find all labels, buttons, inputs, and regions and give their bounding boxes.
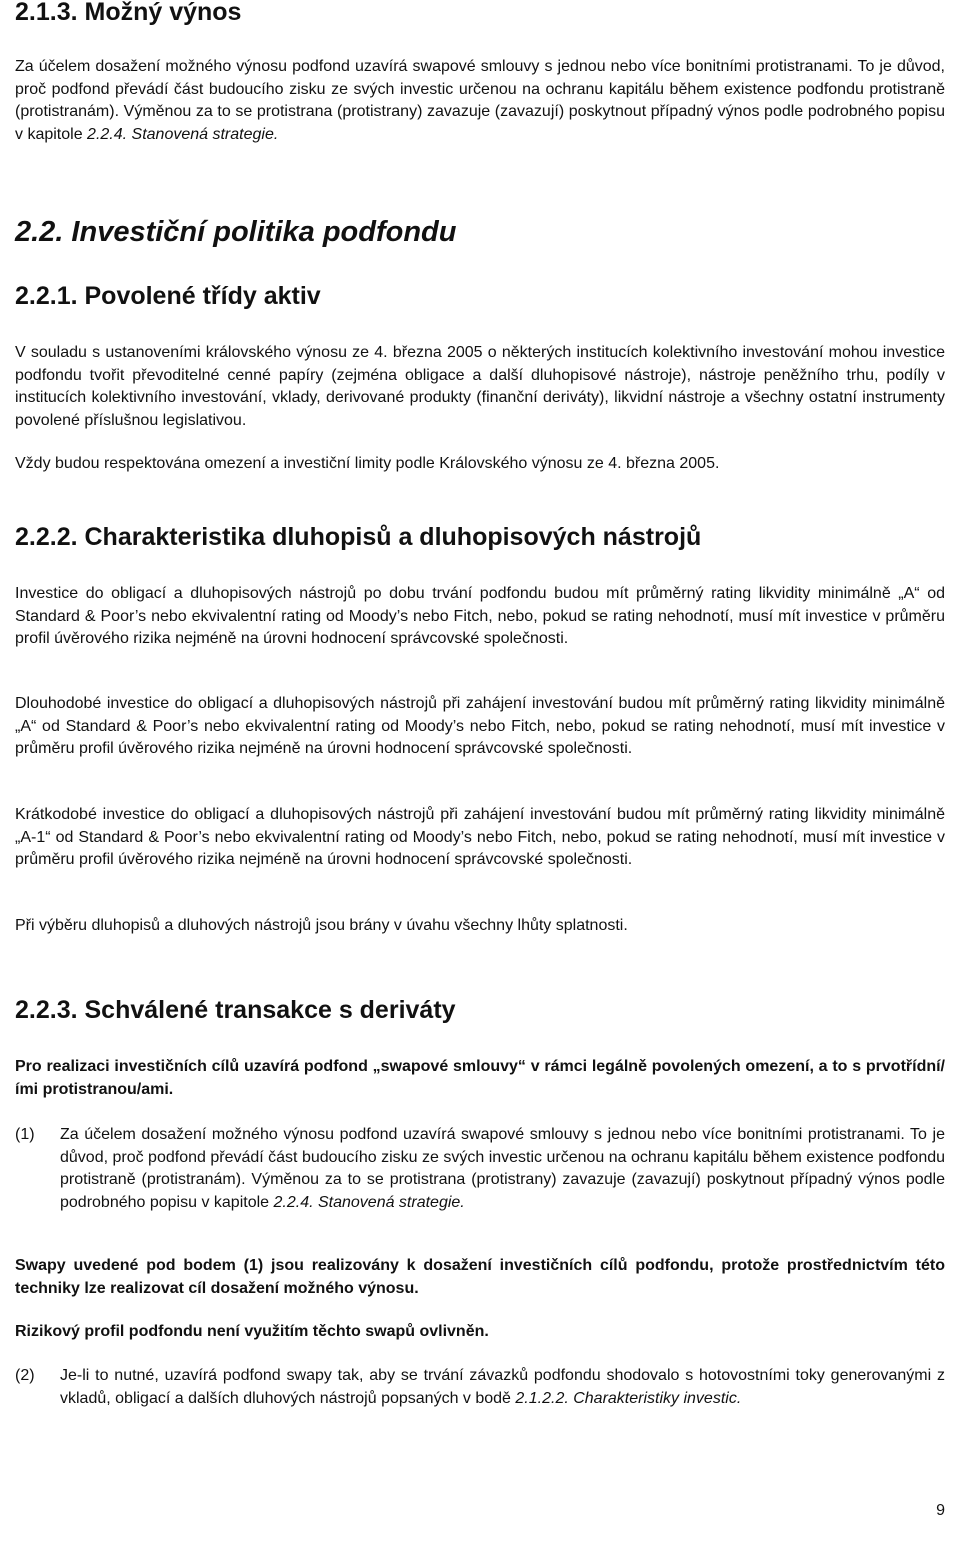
- paragraph-swaps-purpose: Swapy uvedené pod bodem (1) jsou realizovány k dosažení investičních cílů podfondu, protože prostřednictvím této techniky lze realizovat cíl dosažení možného výnosu.: [15, 1257, 945, 1297]
- list-number-1: (1): [15, 1126, 35, 1143]
- chapter-reference: 2.2.4. Stanovená strategie.: [273, 1193, 465, 1211]
- paragraph-mozny-vynos: [15, 56, 945, 146]
- paragraph-bond-rating: Investice do obligací a dluhopisových nástrojů po dobu trvání podfondu budou mít průměrný rating likvidity minimálně „A“ od Standard & Poor’s nebo ekvivalentní rating od Moody’s nebo Fitch, nebo, pokud se rating nehodnotí, musí mít investice v průměru profil úvěrového rizika nejméně na úrovni hodnocení správcovské společnosti.: [15, 585, 945, 647]
- heading-2-2-3: 2.2.3. Schválené transakce s deriváty: [15, 996, 456, 1024]
- paragraph-short-term: Krátkodobé investice do obligací a dluhopisových nástrojů při zahájení investování budou mít průměrný rating likvidity minimálně „A-1“ od Standard & Poor’s nebo ekvivalentní rating od Moody’s nebo Fitch, nebo, pokud se rating nehodnotí, musí mít investice v průměru profil úvěrového rizika nejméně na úrovni hodnocení správcovské společnosti.: [15, 806, 945, 868]
- heading-2-2-2: 2.2.2. Charakteristika dluhopisů a dluhopisových nástrojů: [15, 523, 702, 551]
- page-number: 9: [936, 1502, 945, 1519]
- heading-2-2-1: 2.2.1. Povolené třídy aktiv: [15, 282, 321, 310]
- list-number-2: (2): [15, 1367, 35, 1384]
- paragraph-risk-profile: Rizikový profil podfondu není využitím těchto swapů ovlivněn.: [15, 1323, 489, 1340]
- chapter-reference: 2.1.2.2. Charakteristiky investic.: [515, 1389, 742, 1407]
- paragraph-maturities: Při výběru dluhopisů a dluhových nástrojů jsou brány v úvahu všechny lhůty splatnosti.: [15, 917, 628, 934]
- paragraph-limits: Vždy budou respektována omezení a investiční limity podle Královského výnosu ze 4. března 2005.: [15, 455, 720, 472]
- list-item-1: [60, 1124, 945, 1214]
- chapter-reference: 2.2.4. Stanovená strategie.: [87, 125, 279, 143]
- paragraph-asset-classes: V souladu s ustanoveními královského výnosu ze 4. března 2005 o některých institucích kolektivního investování mohou investice podfondu tvořit převoditelné cenné papíry (zejména obligace a další dluhopisové nástroje), nástroje peněžního trhu, podíly v institucích kolektivního investování, vklady, derivované produkty (finanční deriváty), likvidní nástroje a všechny ostatní instrumenty povolené příslušnou legislativou.: [15, 344, 945, 429]
- paragraph-text: Za účelem dosažení možného výnosu podfond uzavírá swapové smlouvy s jednou nebo více bonitními protistranami. To je důvod, proč podfond převádí část budoucího zisku ze svých investic určenou na ochranu kapitálu během existence podfondu protistraně (protistranám). Výměnou za to se protistrana (protistrany) zavazuje (zavazují) poskytnout případný výnos podle podrobného popisu v kapitole: [15, 58, 945, 143]
- paragraph-derivatives-intro: Pro realizaci investičních cílů uzavírá podfond „swapové smlouvy“ v rámci legálně povolených omezení, a to s prvotřídní/ími protistranou/ami.: [15, 1058, 945, 1098]
- paragraph-long-term: Dlouhodobé investice do obligací a dluhopisových nástrojů při zahájení investování budou mít průměrný rating likvidity minimálně „A“ od Standard & Poor’s nebo ekvivalentní rating od Moody’s nebo Fitch, nebo, pokud se rating nehodnotí, musí mít investice v průměru profil úvěrového rizika nejméně na úrovni hodnocení správcovské společnosti.: [15, 695, 945, 757]
- list-item-2-text: Je-li to nutné, uzavírá podfond swapy tak, aby se trvání závazků podfondu shodovalo s hotovostními toky generovanými z vkladů, obligací a dalších dluhových nástrojů popsaných v bodě: [60, 1367, 945, 1407]
- list-item-2: [60, 1365, 945, 1410]
- list-item-1-text: Za účelem dosažení možného výnosu podfond uzavírá swapové smlouvy s jednou nebo více bonitními protistranami. To je důvod, proč podfond převádí část budoucího zisku ze svých investic určenou na ochranu kapitálu během existence podfondu protistraně (protistranám). Výměnou za to se protistrana (protistrany) zavazuje (zavazují) poskytnout případný výnos podle podrobného popisu v kapitole: [60, 1126, 946, 1211]
- heading-2-2: 2.2. Investiční politika podfondu: [15, 216, 457, 248]
- heading-2-1-3: 2.1.3. Možný výnos: [15, 0, 242, 26]
